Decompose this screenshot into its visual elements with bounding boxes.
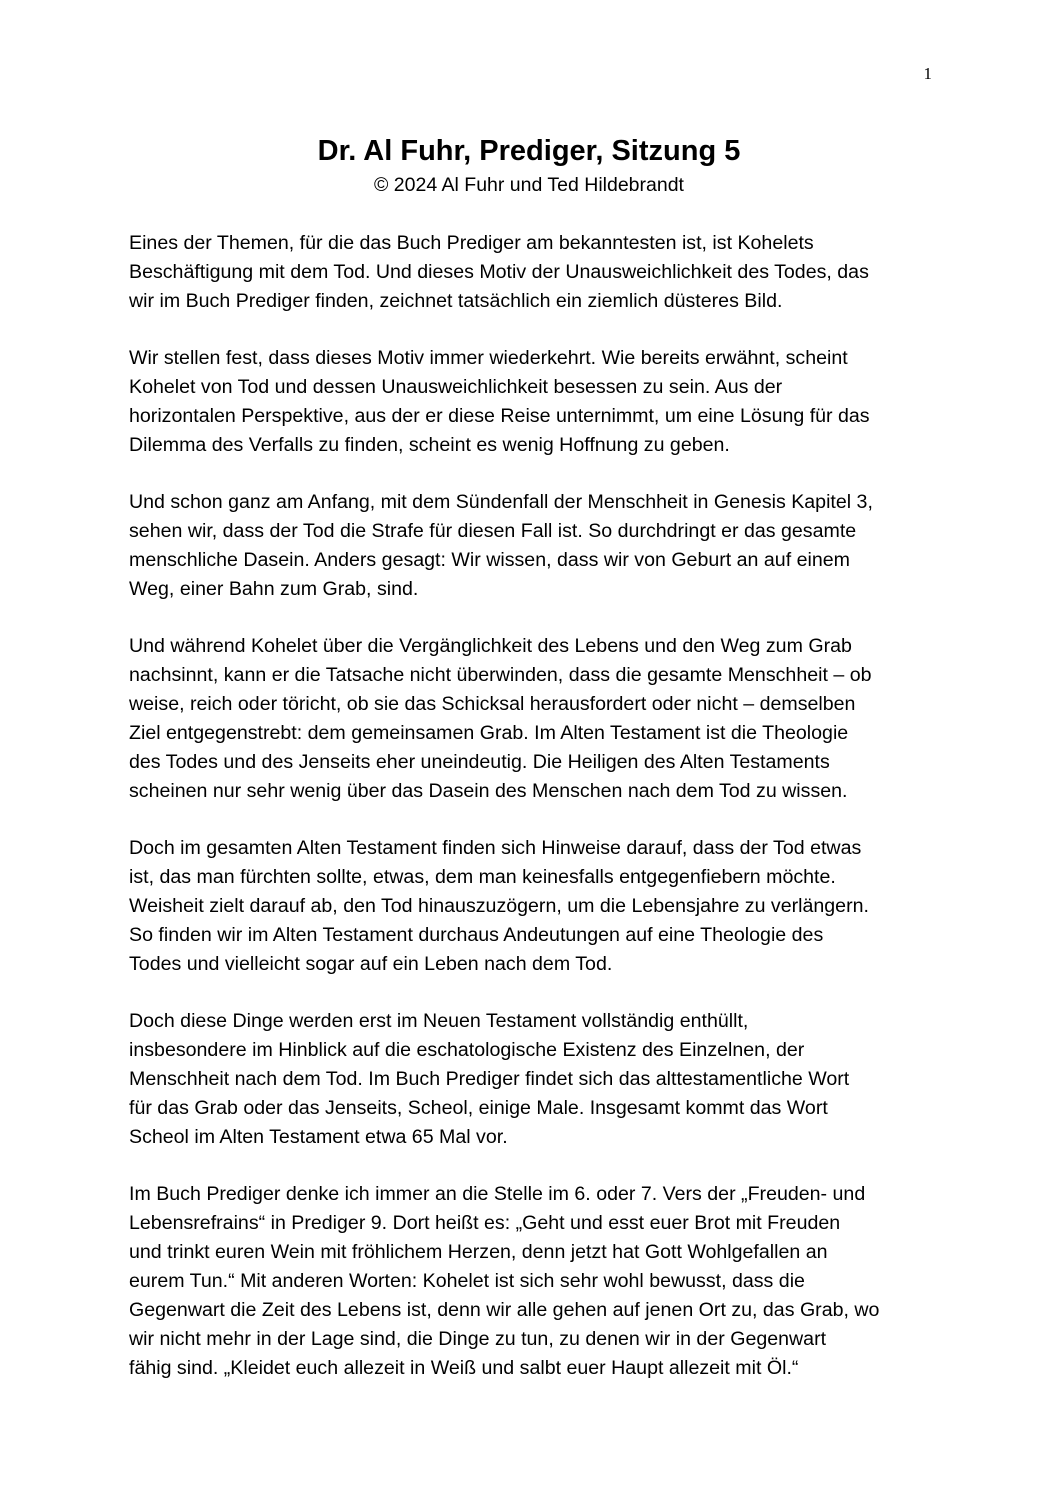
paragraph-5 xyxy=(129,834,949,979)
text-line: Eines der Themen, für die das Buch Prediger am bekanntesten ist, ist Kohelets xyxy=(129,232,814,254)
text-line: Und schon ganz am Anfang, mit dem Sündenfall der Menschheit in Genesis Kapitel 3, xyxy=(129,491,873,513)
text-line: Doch im gesamten Alten Testament finden sich Hinweise darauf, dass der Tod etwas xyxy=(129,837,862,859)
text-line: Doch diese Dinge werden erst im Neuen Testament vollständig enthüllt, xyxy=(129,1010,749,1032)
text-line: Weisheit zielt darauf ab, den Tod hinauszuzögern, um die Lebensjahre zu verlängern. xyxy=(129,895,869,917)
text-line: Weg, einer Bahn zum Grab, sind. xyxy=(129,578,419,600)
text-line: Lebensrefrains“ in Prediger 9. Dort heißt es: „Geht und esst euer Brot mit Freuden xyxy=(129,1212,841,1234)
paragraph-7 xyxy=(129,1180,949,1383)
text-line: fähig sind. „Kleidet euch allezeit in Weiß und salbt euer Haupt allezeit mit Öl.“ xyxy=(129,1357,799,1379)
text-line: Scheol im Alten Testament etwa 65 Mal vor. xyxy=(129,1126,508,1148)
page-number: 1 xyxy=(923,64,932,83)
text-line: Wir stellen fest, dass dieses Motiv immer wiederkehrt. Wie bereits erwähnt, scheint xyxy=(129,347,848,369)
text-line: Beschäftigung mit dem Tod. Und dieses Motiv der Unausweichlichkeit des Todes, das xyxy=(129,261,869,283)
text-line: Im Buch Prediger denke ich immer an die Stelle im 6. oder 7. Vers der „Freuden- und xyxy=(129,1183,866,1205)
text-line: Und während Kohelet über die Vergänglichkeit des Lebens und den Weg zum Grab xyxy=(129,635,852,657)
text-line: wir im Buch Prediger finden, zeichnet tatsächlich ein ziemlich düsteres Bild. xyxy=(129,290,783,312)
text-line: nachsinnt, kann er die Tatsache nicht überwinden, dass die gesamte Menschheit – ob xyxy=(129,664,872,686)
copyright-line: © 2024 Al Fuhr und Ted Hildebrandt xyxy=(374,174,684,196)
text-line: des Todes und des Jenseits eher uneindeutig. Die Heiligen des Alten Testaments xyxy=(129,751,830,773)
text-line: Menschheit nach dem Tod. Im Buch Prediger findet sich das alttestamentliche Wort xyxy=(129,1068,850,1090)
document-body xyxy=(129,229,949,1411)
text-line: Gegenwart die Zeit des Lebens ist, denn wir alle gehen auf jenen Ort zu, das Grab, wo xyxy=(129,1299,880,1321)
paragraph-4 xyxy=(129,632,949,806)
text-line: Kohelet von Tod und dessen Unausweichlichkeit besessen zu sein. Aus der xyxy=(129,376,783,398)
text-line: horizontalen Perspektive, aus der er diese Reise unternimmt, um eine Lösung für das xyxy=(129,405,870,427)
document-header xyxy=(0,132,1058,200)
paragraph-2 xyxy=(129,344,949,460)
text-line: menschliche Dasein. Anders gesagt: Wir wissen, dass wir von Geburt an auf einem xyxy=(129,549,850,571)
text-line: eurem Tun.“ Mit anderen Worten: Kohelet ist sich sehr wohl bewusst, dass die xyxy=(129,1270,805,1292)
document-title: Dr. Al Fuhr, Prediger, Sitzung 5 xyxy=(317,135,741,167)
paragraph-1 xyxy=(129,229,949,316)
paragraph-6 xyxy=(129,1007,949,1152)
text-line: für das Grab oder das Jenseits, Scheol, einige Male. Insgesamt kommt das Wort xyxy=(129,1097,828,1119)
text-line: und trinkt euren Wein mit fröhlichem Herzen, denn jetzt hat Gott Wohlgefallen an xyxy=(129,1241,828,1263)
text-line: Todes und vielleicht sogar auf ein Leben nach dem Tod. xyxy=(129,953,613,975)
text-line: So finden wir im Alten Testament durchaus Andeutungen auf eine Theologie des xyxy=(129,924,824,946)
paragraph-3 xyxy=(129,488,949,604)
text-line: Dilemma des Verfalls zu finden, scheint es wenig Hoffnung zu geben. xyxy=(129,434,730,456)
text-line: weise, reich oder töricht, ob sie das Schicksal herausfordert oder nicht – demselben xyxy=(129,693,856,715)
text-line: scheinen nur sehr wenig über das Dasein des Menschen nach dem Tod zu wissen. xyxy=(129,780,848,802)
text-line: ist, das man fürchten sollte, etwas, dem man keinesfalls entgegenfiebern möchte. xyxy=(129,866,836,888)
text-line: sehen wir, dass der Tod die Strafe für diesen Fall ist. So durchdringt er das gesamte xyxy=(129,520,857,542)
text-line: insbesondere im Hinblick auf die eschatologische Existenz des Einzelnen, der xyxy=(129,1039,805,1061)
text-line: wir nicht mehr in der Lage sind, die Dinge zu tun, zu denen wir in der Gegenwart xyxy=(129,1328,827,1350)
text-line: Ziel entgegenstrebt: dem gemeinsamen Grab. Im Alten Testament ist die Theologie xyxy=(129,722,849,744)
